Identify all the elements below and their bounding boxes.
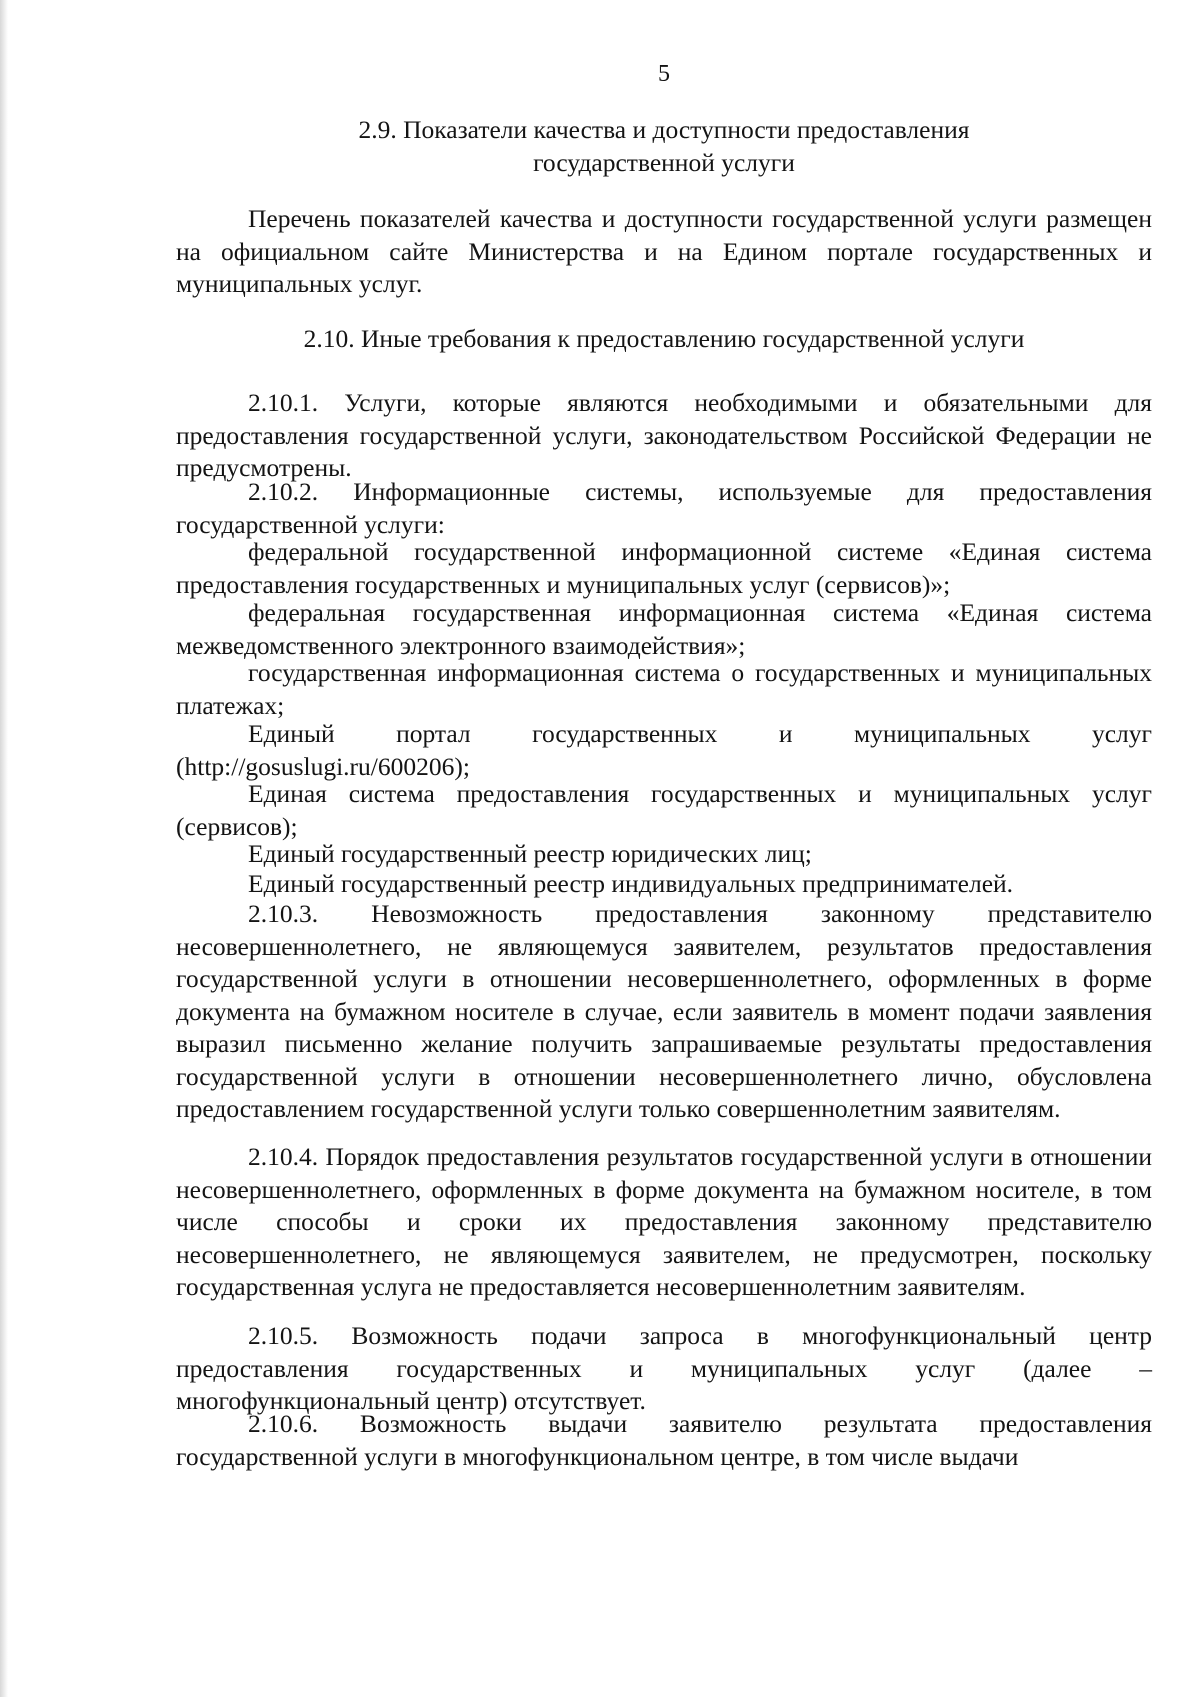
section-2-9-title-line-2: государственной услуги (533, 147, 795, 177)
paragraph-2-10-6: 2.10.6. Возможность выдачи заявителю результата предоставления государственной услуги в многофункциональном центре, в том числе выдачи (176, 1409, 1152, 1471)
paragraph-2-10-2: 2.10.2. Информационные системы, используемые для предоставления государственной услуги: (176, 477, 1152, 539)
section-2-9-heading (176, 114, 1152, 179)
paragraph-2-10-5: 2.10.5. Возможность подачи запроса в многофункциональный центр предоставления государственных и муниципальных услуг (далее – многофункциональный центр) отсутствует. (176, 1321, 1152, 1415)
system-item-5: Единая система предоставления государственных и муниципальных услуг (сервисов); (176, 779, 1152, 841)
system-item-1: федеральной государственной информационной системе «Единая система предоставления государственных и муниципальных услуг (сервисов)»; (176, 537, 1152, 599)
paragraph-2-10-1: 2.10.1. Услуги, которые являются необходимыми и обязательными для предоставления государственной услуги, законодательством Российской Федерации не предусмотрены. (176, 388, 1152, 482)
paragraph-2-10-3: 2.10.3. Невозможность предоставления законному представителю несовершеннолетнего, не являющемуся заявителем, результатов предоставления государственной услуги в отношении несовершеннолетнего, оформленных в форме документа на бумажном носителе в случае, если заявитель в момент подачи заявления выразил письменно желание получить запрашиваемые результаты предоставления государственной услуги в отношении несовершеннолетнего лично, обусловлена предоставлением государственной услуги только совершеннолетним заявителям. (176, 899, 1152, 1123)
section-2-9-title-line-1: 2.9. Показатели качества и доступности предоставления (358, 115, 970, 144)
system-item-2: федеральная государственная информационная система «Единая система межведомственного электронного взаимодействия»; (176, 598, 1152, 660)
paragraph-2-10-4: 2.10.4. Порядок предоставления результатов государственной услуги в отношении несовершеннолетнего, оформленных в форме документа на бумажном носителе, в том числе способы и сроки их предоставления законному представителю несовершеннолетнего, не являющемуся заявителем, не предусмотрен, поскольку государственная услуга не предоставляется несовершеннолетним заявителям. (176, 1142, 1152, 1301)
page-number: 5 (658, 61, 670, 87)
section-2-10-heading: 2.10. Иные требования к предоставлению государственной услуги (303, 324, 1025, 353)
section-2-9-paragraph: Перечень показателей качества и доступности государственной услуги размещен на официальном сайте Министерства и на Едином портале государственных и муниципальных услуг. (176, 204, 1152, 298)
system-item-7: Единый государственный реестр индивидуальных предпринимателей. (248, 869, 1014, 898)
scan-edge-shadow (0, 0, 8, 1697)
system-item-4: Единый портал государственных и муниципальных услуг (http://gosuslugi.ru/600206); (176, 719, 1152, 781)
system-item-3: государственная информационная система о государственных и муниципальных платежах; (176, 658, 1152, 720)
system-item-6: Единый государственный реестр юридических лиц; (248, 839, 812, 868)
